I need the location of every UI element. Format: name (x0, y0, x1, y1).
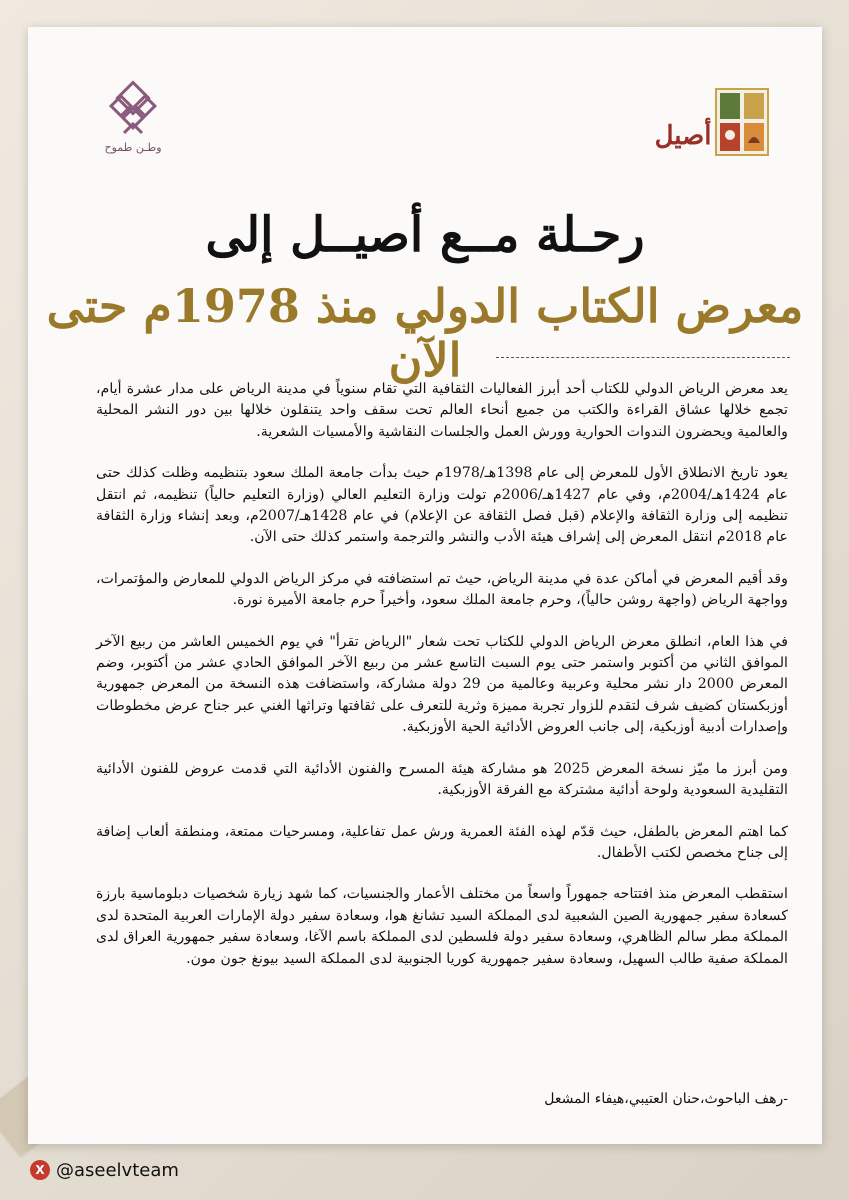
vision-logo-text: وطـن طموح (104, 141, 162, 154)
vision-emblem-icon (78, 77, 188, 143)
paragraph: استقطب المعرض منذ افتتاحه جمهوراً واسعاً من مختلف الأعمار والجنسيات، كما شهد زيارة شخصيات دبلوماسية بارزة كسعادة سفير جمهورية الصين الشعبية لدى المملكة السيد تشانغ هوا، وسعادة سفير دولة الإمارات العربية المتحدة لدى المملكة مطر سالم الظاهري، وسعادة سفير دولة فلسطين لدى المملكة باسم الآغا، وسعادة سفير جمهورية العراق لدى المملكة صفية طالب السهيل، وسعادة سفير جمهورية كوريا الجنوبية لدى المملكة السيد بيونغ جون مون. (96, 886, 788, 967)
paragraph: يعود تاريخ الانطلاق الأول للمعرض إلى عام 1398هـ/1978م حيث بدأت جامعة الملك سعود بتنظيمه وظلت كذلك حتى عام 1424هـ/2004م، وفي عام 1427هـ/2006م تولت وزارة التعليم العالي (وزارة التعليم حالياً) تنظيمه، ثم انتقل تنظيمه إلى وزارة الثقافة والإعلام (قبل فصل الثقافة عن الإعلام) في عام 1428هـ/2007م، وبعد إنشاء وزارة الثقافة عام 2018م انتقل المعرض إلى إشراف هيئة الأدب والنشر والترجمة واستمر كذلك حتى الآن. (96, 465, 789, 546)
author-line: -رهف الباحوث،حنان العتيبي،هيفاء المشعل (544, 1091, 788, 1107)
document-page (28, 27, 822, 1144)
x-social-icon: X (30, 1160, 50, 1180)
title-line-2: معرض الكتاب الدولي منذ 1978م حتى الآن (46, 279, 804, 387)
handle-text: @aseelvteam (56, 1159, 179, 1181)
title-line-1: رحـلة مــع أصيــل إلى (205, 207, 645, 263)
vision-logo (78, 77, 188, 167)
aseel-logo-text: أصيل (654, 121, 712, 151)
paragraph: كما اهتم المعرض بالطفل، حيث قدّم لهذه الفئة العمرية ورش عمل تفاعلية، ومسرحيات ممتعة، ومنطقة ألعاب إضافة إلى جناح مخصص لكتب الأطفال. (96, 823, 788, 861)
title-divider (496, 357, 790, 358)
aseel-emblem-icon (714, 87, 770, 157)
paragraph: وقد أقيم المعرض في أماكن عدة في مدينة الرياض، حيث تم استضافته في مركز الرياض الدولي للمعارض والمؤتمرات، وواجهة الرياض (واجهة روشن حالياً)، وحرم جامعة الملك سعود، وأخيراً حرم جامعة الأميرة نورة. (96, 570, 788, 609)
paragraph: يعد معرض الرياض الدولي للكتاب أحد أبرز الفعاليات الثقافية التي تقام سنوياً في مدينة الرياض على مدار عشرة أيام، تجمع خلالها عشاق القراءة والكتب من جميع أنحاء العالم تحت سقف واحد يتنقلون خلالها بين دور النشر المحلية والعالمية ويحضرون الندوات الحوارية وورش العمل والجلسات النقاشية والأمسيات الشعرية. (96, 381, 788, 440)
paragraph: ومن أبرز ما ميّز نسخة المعرض 2025 هو مشاركة هيئة المسرح والفنون الأدائية التي قدمت عروض للفنون الأدائية التقليدية السعودية ولوحة أدائية مشتركة مع الفرقة الأوزبكية. (96, 760, 789, 799)
paragraph: في هذا العام، انطلق معرض الرياض الدولي للكتاب تحت شعار "الرياض تقرأ" في يوم الخميس العاشر من ربيع الآخر الموافق الثاني من أكتوبر واستمر حتى يوم السبت التاسع عشر من ربيع الآخر الموافق الحادي عشر من أكتوبر، وضم المعرض 2000 دار نشر محلية وعربية وعالمية من 29 دولة مشاركة، واستضافت هذه النسخة من المعرض جمهورية أوزبكستان كضيف شرف لتقدم للزوار تجربة مميزة وثرية للتعرف على ثقافتها وتراثها الغني عبر جناح عرض مخطوطات وإصدارات أدبية أوزبكية، إلى جانب العروض الأدائية الحية الأوزبكية. (96, 633, 788, 736)
article-body (96, 379, 788, 990)
social-handle[interactable] (30, 1158, 179, 1182)
aseel-logo (652, 87, 770, 157)
